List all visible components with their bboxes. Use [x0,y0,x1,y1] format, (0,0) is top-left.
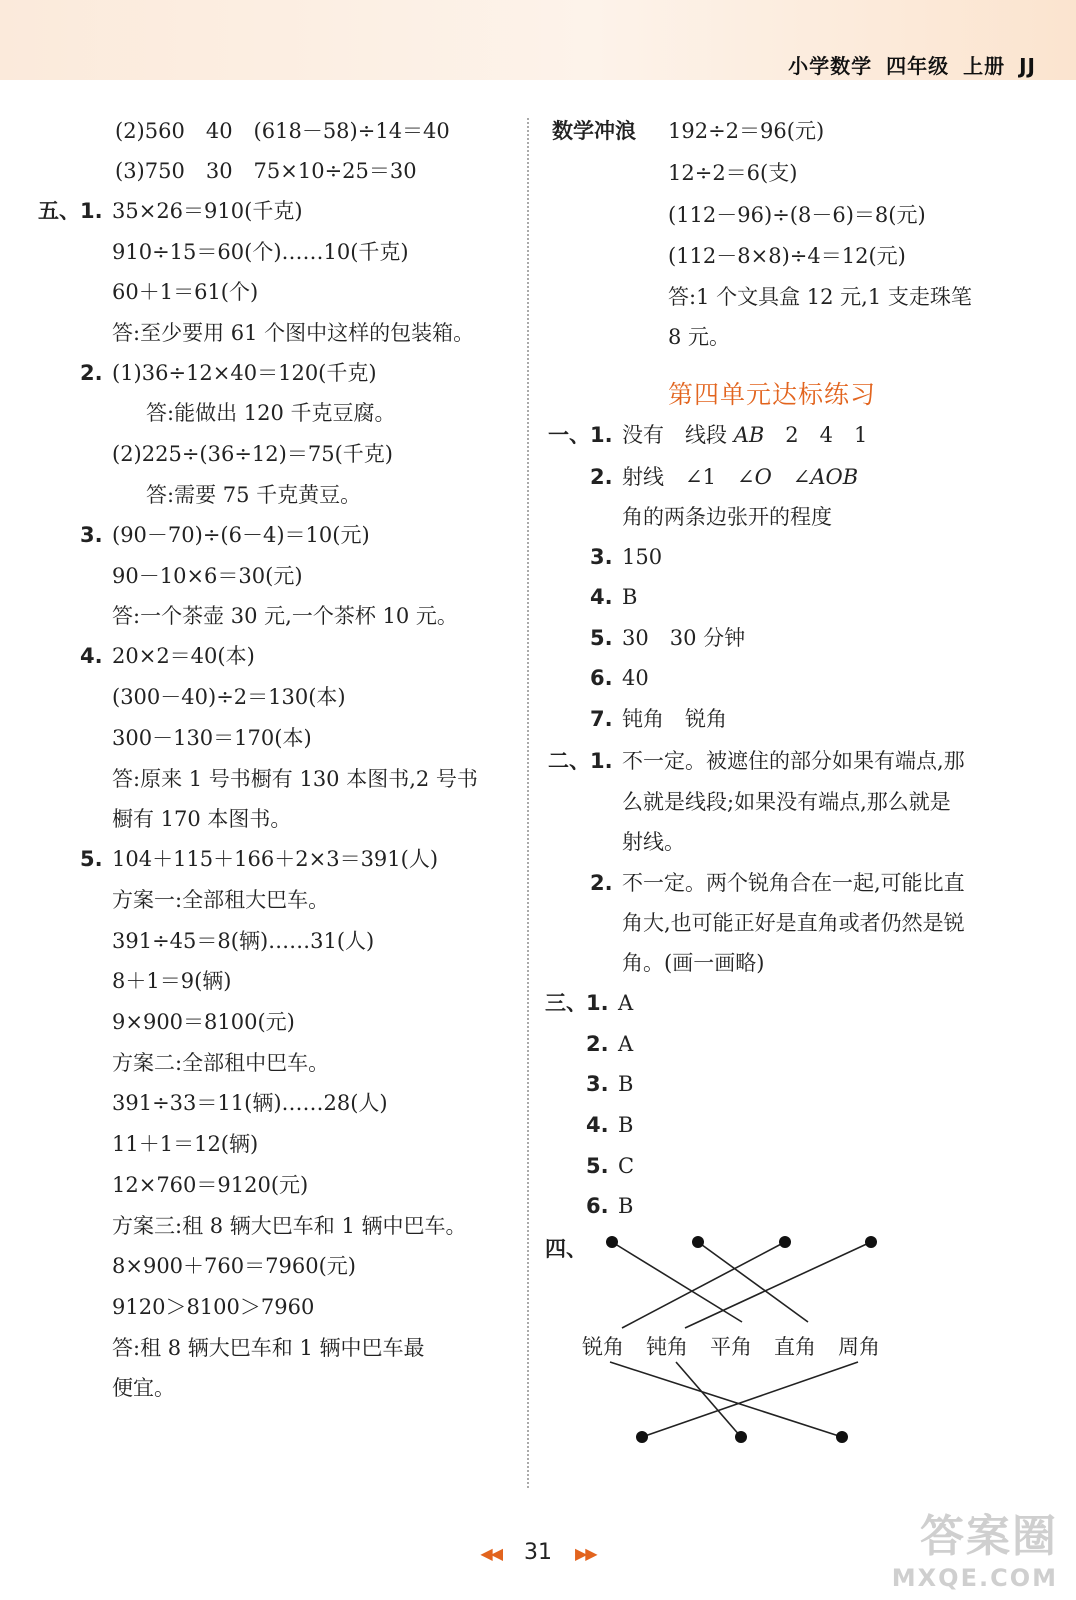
section-label: 二、 [548,749,590,773]
text-line: 方案二:全部租中巴车。 [112,1051,330,1075]
text-line: B [622,585,638,609]
text-line: (2)225÷(36÷12)＝75(千克) [112,442,393,466]
next-arrow-icon: ▶▶ [575,1544,596,1563]
text-line: 8×900＋760＝7960(元) [112,1254,356,1278]
match-label: 平角 [710,1335,752,1359]
text-line: (112－96)÷(8－6)＝8(元) [668,203,926,227]
watermark-title: 答案圈 [920,1511,1058,1562]
text-line: 答:需要 75 千克黄豆。 [146,483,362,507]
question-number: 5. [80,847,103,871]
text-line: 方案一:全部租大巴车。 [112,888,330,912]
text-line: B [618,1194,634,1218]
text-line: B [618,1072,634,1096]
text-line: 么就是线段;如果没有端点,那么就是 [622,790,951,814]
question-number: 7. [590,707,613,731]
text-line: (112－8×8)÷4＝12(元) [668,244,906,268]
match-label: 周角 [838,1335,880,1359]
dot-bottom [735,1431,747,1443]
match-line [642,1362,858,1437]
dot-top [865,1236,877,1248]
question-number: 6. [586,1194,609,1218]
question-number: 1. [590,423,613,447]
dot-top [606,1236,618,1248]
dot-bottom [636,1431,648,1443]
question-number: 1. [586,991,609,1015]
section-label: 五、 [38,199,80,223]
text-line: 30 30 分钟 [622,626,746,650]
text-line: 391÷45＝8(辆)……31(人) [112,929,375,953]
match-line [610,1362,842,1437]
question-number: 4. [590,585,613,609]
match-label: 锐角 [582,1335,624,1359]
header-grade: 四年级 [886,54,950,78]
text-line: 12×760＝9120(元) [112,1173,309,1197]
text-line: 答:原来 1 号书橱有 130 本图书,2 号书 [112,767,478,791]
text-line: 答:至少要用 61 个图中这样的包装箱。 [112,321,475,345]
text-line: 钝角 锐角 [622,707,727,731]
header-volume: 上册 [963,54,1006,78]
watermark [892,1500,1058,1592]
question-number: 5. [586,1154,609,1178]
question-number: 2. [80,361,103,385]
question-number: 4. [586,1113,609,1137]
match-line [698,1242,808,1322]
text-line: C [618,1154,635,1178]
header-subject: 小学数学 [788,54,873,78]
text-line: 9×900＝8100(元) [112,1010,295,1034]
question-number: 6. [590,666,613,690]
dot-top [692,1236,704,1248]
text-line: 391÷33＝11(辆)……28(人) [112,1091,388,1115]
column-divider [527,118,529,1488]
text-line: 答:一个茶壶 30 元,一个茶杯 10 元。 [112,604,458,628]
text-line: 答:1 个文具盒 12 元,1 支走珠笔 [668,285,972,309]
text-line: 便宜。 [112,1376,175,1400]
text-line: 答:租 8 辆大巴车和 1 辆中巴车最 [112,1336,425,1360]
text-line: 不一定。被遮住的部分如果有端点,那 [622,749,965,773]
question-number: 2. [586,1032,609,1056]
text-line: (1)36÷12×40＝120(千克) [112,361,377,385]
text-line: 8 元。 [668,325,731,349]
page-number: 31 [524,1540,552,1565]
text-line: 11＋1＝12(辆) [112,1132,259,1156]
question-number: 2. [590,465,613,489]
text-line: 9120＞8100＞7960 [112,1295,315,1319]
text-line: 910÷15＝60(个)……10(千克) [112,240,409,264]
section-label: 四、 [545,1237,587,1261]
text-line: 橱有 170 本图书。 [112,807,292,831]
text-line: 60＋1＝61(个) [112,280,259,304]
text-line: 192÷2＝96(元) [668,119,825,143]
text-line: 40 [622,666,649,690]
question-number: 3. [586,1072,609,1096]
question-number: 3. [590,545,613,569]
text-line: (2)560 40 (618－58)÷14＝40 [115,119,450,143]
text-line: 不一定。两个锐角合在一起,可能比直 [622,871,965,895]
text-line: 8＋1＝9(辆) [112,969,232,993]
match-label: 钝角 [646,1335,688,1359]
text-line: 角大,也可能正好是直角或者仍然是锐 [622,911,965,935]
match-line [685,1242,871,1328]
prev-arrow-icon: ◀◀ [480,1544,501,1563]
text-line: 角。(画一画略) [622,951,765,975]
text-line: 没有 线段 AB 2 4 1 [622,423,868,447]
text-line: 300－130＝170(本) [112,726,312,750]
question-number: 1. [80,199,103,223]
match-line [612,1242,742,1322]
text-line: (3)750 30 75×10÷25＝30 [115,159,417,183]
text-line: 射线。 [622,830,685,854]
text-line: (300－40)÷2＝130(本) [112,685,346,709]
surf-label: 数学冲浪 [552,119,636,143]
match-label: 直角 [774,1335,816,1359]
match-line [676,1362,741,1437]
header-edition: JJ [1019,54,1036,78]
text-line: 90－10×6＝30(元) [112,564,303,588]
text-line: 方案三:租 8 辆大巴车和 1 辆中巴车。 [112,1214,467,1238]
question-number: 2. [590,871,613,895]
text-line: 射线 ∠1 ∠O ∠AOB [622,465,859,489]
question-number: 1. [590,749,613,773]
unit-title: 第四单元达标练习 [668,380,877,409]
watermark-url: MXQE.COM [891,1564,1058,1592]
question-number: 3. [80,523,103,547]
match-line [622,1242,785,1328]
dot-bottom [836,1431,848,1443]
text-line: A [618,991,634,1015]
text-line: A [618,1032,634,1056]
section-label: 一、 [548,423,590,447]
text-line: 角的两条边张开的程度 [622,505,832,529]
page-header [774,50,1036,79]
text-line: 20×2＝40(本) [112,644,255,668]
question-number: 5. [590,626,613,650]
section-label: 三、 [545,991,587,1015]
dot-top [779,1236,791,1248]
text-line: 104＋115＋166＋2×3＝391(人) [112,847,439,871]
text-line: (90－70)÷(6－4)＝10(元) [112,523,370,547]
text-line: B [618,1113,634,1137]
text-line: 12÷2＝6(支) [668,161,798,185]
text-line: 150 [622,545,663,569]
question-number: 4. [80,644,103,668]
text-line: 35×26＝910(千克) [112,199,303,223]
text-line: 答:能做出 120 千克豆腐。 [146,401,396,425]
